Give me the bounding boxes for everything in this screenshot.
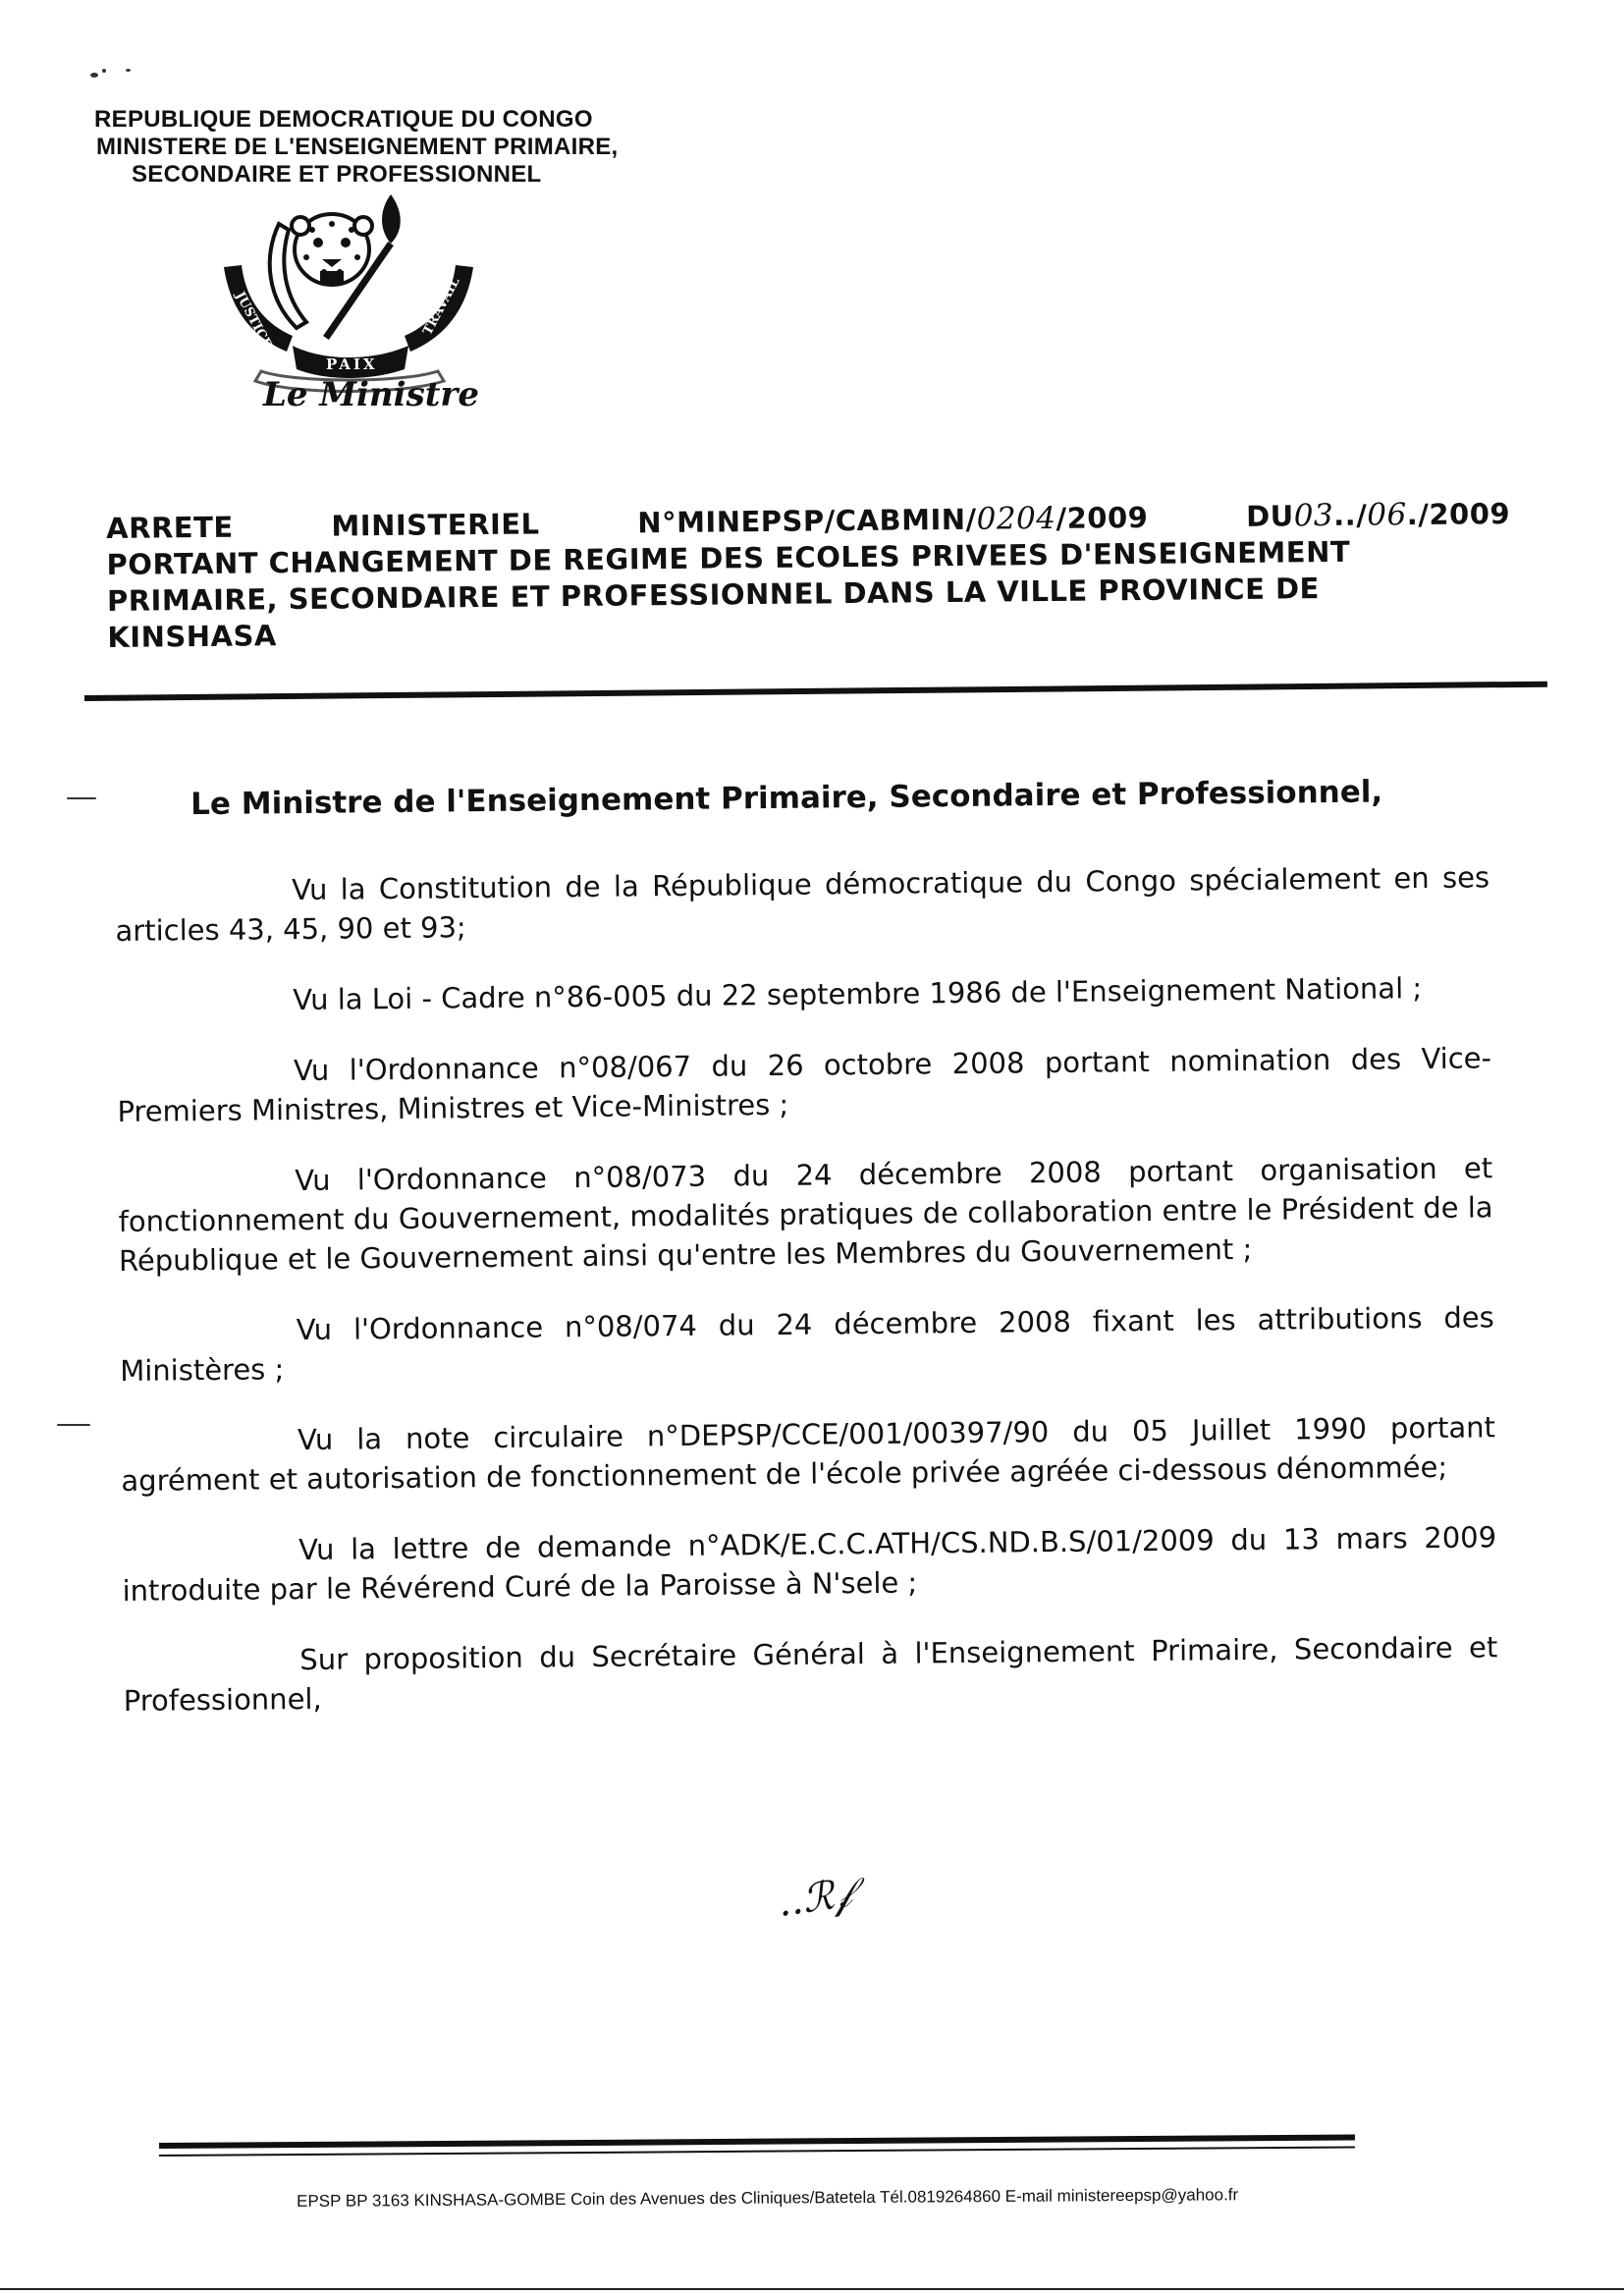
scan-speck — [90, 73, 98, 78]
preamble-paragraph: Vu la note circulaire n°DEPSP/CCE/001/00397/90 du 05 Juillet 1990 portant agrément et autorisation de fonctionnement de l'école privée agréée ci-dessous dénommée; — [121, 1410, 1496, 1498]
scan-speck — [102, 69, 106, 73]
leopard-head-icon — [292, 214, 372, 285]
body-heading: Le Ministre de l'Enseignement Primaire, Secondaire et Professionnel, — [190, 774, 1383, 823]
handwritten-month: 06 — [1367, 497, 1407, 533]
minister-title: Le Ministre — [263, 375, 479, 414]
scan-speck — [57, 1424, 90, 1426]
scan-edge-line — [0, 2288, 1624, 2290]
letterhead — [90, 106, 699, 189]
decree-title-line-2: PORTANT CHANGEMENT DE REGIME DES ECOLES PRIVEES D'ENSEIGNEMENT — [106, 534, 1351, 581]
preamble-paragraph: Vu l'Ordonnance n°08/074 du 24 décembre 2008 fixant les attributions des Ministères ; — [120, 1300, 1494, 1388]
decree-word-arrete: ARRETE — [106, 510, 234, 545]
preamble-paragraph: Vu l'Ordonnance n°08/073 du 24 décembre 2008 portant organisation et fonctionnement du Gouvernement, modalités pratiques de collaboration entre le Président de la République et le Gouvernement ainsi qu'entre les Membres du Gouvernement ; — [118, 1151, 1493, 1278]
motto-ribbon-center — [293, 346, 408, 378]
letterhead-ministry: MINISTERE DE L'ENSEIGNEMENT PRIMAIRE, — [96, 134, 619, 160]
decree-title — [106, 496, 1511, 656]
decree-date: DU03../06./2009 — [1245, 497, 1511, 534]
decree-number: N°MINEPSP/CABMIN/0204/2009 — [637, 500, 1149, 540]
motto-travail: TRAVAIL — [420, 275, 463, 338]
title-divider — [84, 682, 1547, 701]
preamble-paragraph: Vu la Constitution de la République démocratique du Congo spécialement en ses articles 43, 45, 90 et 93; — [115, 860, 1490, 948]
footer-contact: EPSP BP 3163 KINSHASA-GOMBE Coin des Avenues des Cliniques/Batetela Tél.0819264860 E-mail ministereepsp@yahoo.fr — [297, 2185, 1239, 2211]
handwritten-initials: ..ℛ𝒻 — [775, 1870, 855, 1927]
preamble-paragraph: Sur proposition du Secrétaire Général à l'Enseignement Primaire, Secondaire et Professionnel, — [123, 1630, 1498, 1718]
decree-word-ministeriel: MINISTERIEL — [331, 507, 540, 543]
decree-title-line-4: KINSHASA — [107, 619, 277, 654]
motto-justice: JUSTICE — [232, 289, 275, 352]
letterhead-ministry-cont: SECONDAIRE ET PROFESSIONNEL — [132, 161, 542, 188]
motto-paix: PAIX — [326, 355, 378, 373]
scan-speck — [126, 69, 131, 72]
handwritten-day: 03 — [1293, 497, 1334, 534]
decree-body — [114, 771, 1498, 1752]
motto-ribbon-right — [405, 265, 473, 352]
preamble-paragraph: Vu la Loi - Cadre n°86-005 du 22 septembre 1986 de l'Enseignement National ; — [293, 971, 1423, 1017]
decree-title-line-3: PRIMAIRE, SECONDAIRE ET PROFESSIONNEL DANS LA VILLE PROVINCE DE — [106, 572, 1321, 618]
preamble-paragraph: Vu l'Ordonnance n°08/067 du 26 octobre 2008 portant nomination des Vice-Premiers Ministres, Ministres et Vice-Ministres ; — [117, 1041, 1492, 1128]
footer-divider-thin — [159, 2146, 1355, 2157]
scan-speck — [67, 797, 96, 799]
handwritten-number: 0204 — [976, 500, 1056, 537]
letterhead-country: REPUBLIQUE DEMOCRATIQUE DU CONGO — [94, 106, 593, 133]
preamble-paragraph: Vu la lettre de demande n°ADK/E.C.C.ATH/CS.ND.B.S/01/2009 du 13 mars 2009 introduite par le Révérend Curé de la Paroisse à N'sele ; — [122, 1520, 1497, 1608]
